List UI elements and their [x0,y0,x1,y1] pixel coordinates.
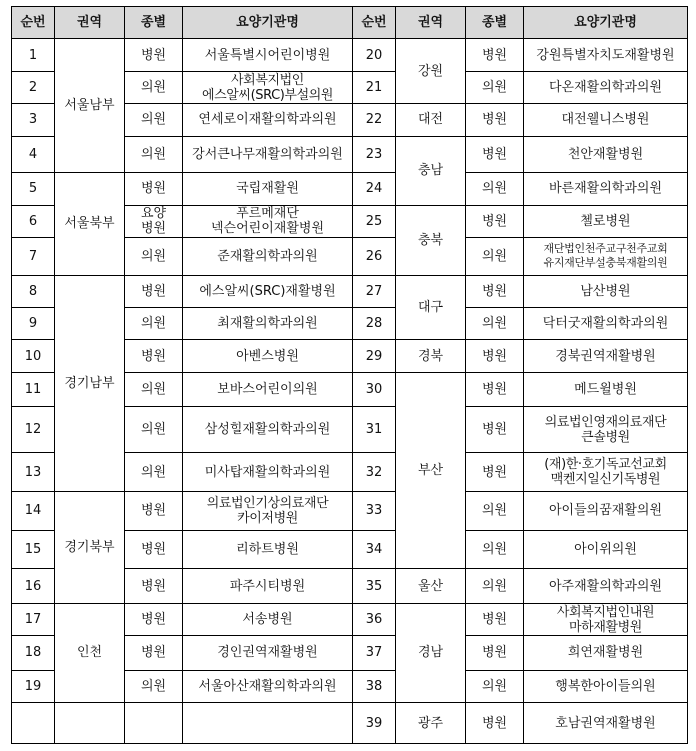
header-row [12,7,688,39]
facility-name: 사회복지법인내원 마하재활병원 [524,603,688,635]
table-row [12,603,688,635]
facility-name: 아이위의원 [524,530,688,569]
facility-name: 다온재활의학과의원 [524,71,688,103]
facility-name: 아벤스병원 [183,340,353,372]
header-name-left: 요양기관명 [183,7,353,39]
facility-name: 첼로병원 [524,205,688,237]
region-cell: 경기남부 [55,275,125,491]
facility-type: 병원 [466,636,524,670]
region-cell: 울산 [396,569,466,603]
facility-type: 병원 [466,340,524,372]
row-no: 17 [12,603,55,635]
facility-name: 최재활의학과의원 [183,308,353,340]
facility-type: 의원 [466,569,524,603]
facility-type: 병원 [125,340,183,372]
facility-name: 보바스어린이의원 [183,372,353,406]
facility-type: 병원 [125,636,183,670]
facility-table [11,6,688,744]
facility-type: 병원 [466,136,524,173]
table-row [12,275,688,307]
facility-name: 아이들의꿈재활의원 [524,492,688,531]
facility-type: 병원 [466,372,524,406]
facility-name: 행복한아이들의원 [524,670,688,702]
region-cell: 경남 [396,603,466,702]
facility-type: 병원 [466,453,524,492]
header-name-right: 요양기관명 [524,7,688,39]
facility-type: 병원 [466,603,524,635]
facility-type: 의원 [466,492,524,531]
facility-type: 의원 [125,71,183,103]
facility-type: 병원 [125,603,183,635]
facility-name: 강서큰나무재활의학과의원 [183,136,353,173]
facility-type: 의원 [125,372,183,406]
table-row [12,39,688,71]
facility-type: 병원 [466,275,524,307]
row-no: 16 [12,569,55,603]
facility-type: 병원 [125,492,183,531]
header-no-right: 순번 [353,7,396,39]
row-no: 28 [353,308,396,340]
facility-name: 푸르메재단 넥슨어린이재활병원 [183,205,353,237]
row-no: 25 [353,205,396,237]
facility-name: 메드윌병원 [524,372,688,406]
header-type-left: 종별 [125,7,183,39]
facility-name [183,703,353,744]
region-cell: 충북 [396,205,466,275]
facility-type: 의원 [125,104,183,136]
region-cell: 경북 [396,340,466,372]
table-row [12,492,688,531]
row-no: 37 [353,636,396,670]
row-no: 27 [353,275,396,307]
facility-name: 대전웰니스병원 [524,104,688,136]
facility-name: 서송병원 [183,603,353,635]
facility-type: 의원 [466,71,524,103]
row-no: 4 [12,136,55,173]
region-cell: 광주 [396,703,466,744]
row-no: 13 [12,453,55,492]
facility-name: 사회복지법인 에스알씨(SRC)부설의원 [183,71,353,103]
row-no: 32 [353,453,396,492]
facility-type: 의원 [466,530,524,569]
facility-name: 리하트병원 [183,530,353,569]
facility-name: 아주재활의학과의원 [524,569,688,603]
row-no: 6 [12,205,55,237]
region-cell: 서울북부 [55,173,125,275]
facility-type: 병원 [466,39,524,71]
facility-type: 의원 [125,670,183,702]
facility-name: 강원특별자치도재활병원 [524,39,688,71]
facility-type: 의원 [466,308,524,340]
facility-name: 국립재활원 [183,173,353,205]
facility-type: 의원 [466,670,524,702]
facility-name: 의료법인기상의료재단 카이저병원 [183,492,353,531]
facility-type: 의원 [466,238,524,276]
region-cell: 부산 [396,372,466,568]
row-no: 1 [12,39,55,71]
row-no: 20 [353,39,396,71]
facility-type: 의원 [125,136,183,173]
facility-name: 준재활의학과의원 [183,238,353,276]
row-no: 19 [12,670,55,702]
facility-type: 의원 [125,238,183,276]
facility-type: 병원 [125,569,183,603]
facility-name: 에스알씨(SRC)재활병원 [183,275,353,307]
row-no: 26 [353,238,396,276]
facility-name: 천안재활병원 [524,136,688,173]
row-no: 33 [353,492,396,531]
facility-name: 미사탑재활의학과의원 [183,453,353,492]
row-no: 18 [12,636,55,670]
region-cell: 충남 [396,136,466,205]
row-no: 14 [12,492,55,531]
facility-type: 병원 [125,39,183,71]
row-no [12,703,55,744]
facility-type: 병원 [125,173,183,205]
table-row [12,173,688,205]
row-no: 9 [12,308,55,340]
facility-name: 연세로이재활의학과의원 [183,104,353,136]
facility-type [125,703,183,744]
region-cell: 경기북부 [55,492,125,604]
row-no: 30 [353,372,396,406]
row-no: 34 [353,530,396,569]
row-no: 22 [353,104,396,136]
row-no: 2 [12,71,55,103]
row-no: 11 [12,372,55,406]
row-no: 7 [12,238,55,276]
row-no: 39 [353,703,396,744]
header-region-right: 권역 [396,7,466,39]
region-cell: 대구 [396,275,466,340]
facility-name: 닥터굿재활의학과의원 [524,308,688,340]
header-no-left: 순번 [12,7,55,39]
facility-name: 경북권역재활병원 [524,340,688,372]
region-cell: 강원 [396,39,466,104]
facility-type: 병원 [466,104,524,136]
facility-type: 의원 [466,173,524,205]
row-no: 21 [353,71,396,103]
row-no: 12 [12,407,55,453]
facility-name: 재단법인천주교구천주교회 유지재단부설충북재활의원 [524,238,688,276]
facility-type: 의원 [125,453,183,492]
facility-name: 호남권역재활병원 [524,703,688,744]
region-cell: 대전 [396,104,466,136]
table-row [12,703,688,744]
facility-type: 병원 [466,407,524,453]
facility-name: 바른재활의학과의원 [524,173,688,205]
facility-name: 의료법인영재의료재단 큰솔병원 [524,407,688,453]
header-type-right: 종별 [466,7,524,39]
facility-name: (재)한·호기독교선교회 맥켄지일신기독병원 [524,453,688,492]
facility-type: 의원 [125,407,183,453]
row-no: 23 [353,136,396,173]
row-no: 10 [12,340,55,372]
facility-name: 경인권역재활병원 [183,636,353,670]
row-no: 36 [353,603,396,635]
row-no: 15 [12,530,55,569]
row-no: 31 [353,407,396,453]
facility-type: 병원 [125,275,183,307]
facility-type: 병원 [466,703,524,744]
row-no: 38 [353,670,396,702]
header-region-left: 권역 [55,7,125,39]
facility-name: 삼성힐재활의학과의원 [183,407,353,453]
facility-type: 병원 [125,530,183,569]
region-cell [55,703,125,744]
row-no: 5 [12,173,55,205]
facility-type: 의원 [125,308,183,340]
facility-name: 서울아산재활의학과의원 [183,670,353,702]
row-no: 24 [353,173,396,205]
region-cell: 인천 [55,603,125,702]
facility-type: 요양 병원 [125,205,183,237]
row-no: 3 [12,104,55,136]
facility-type: 병원 [466,205,524,237]
facility-name: 서울특별시어린이병원 [183,39,353,71]
row-no: 8 [12,275,55,307]
facility-name: 파주시티병원 [183,569,353,603]
row-no: 35 [353,569,396,603]
facility-name: 남산병원 [524,275,688,307]
row-no: 29 [353,340,396,372]
facility-name: 희연재활병원 [524,636,688,670]
region-cell: 서울남부 [55,39,125,173]
